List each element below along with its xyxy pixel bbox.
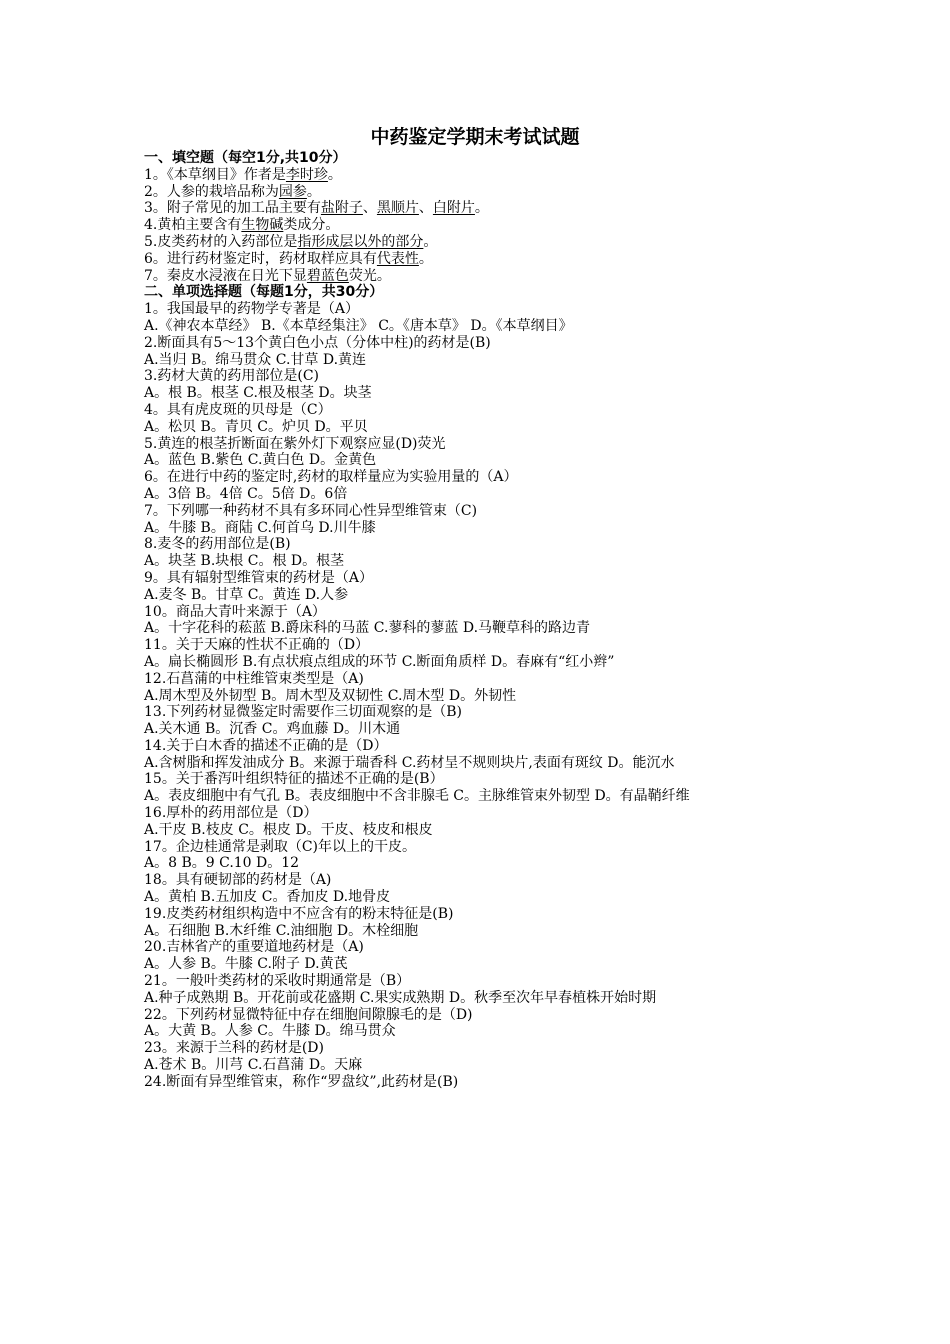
choice-question: 20.吉林省产的重要道地药材是（A) bbox=[144, 939, 364, 956]
choice-options: A。块茎 B.块根 C。根 D。根茎 bbox=[144, 553, 345, 570]
question-text: 2。人参的栽培品称为 bbox=[144, 183, 279, 200]
question-text: 、 bbox=[362, 200, 377, 217]
question-text: 。 bbox=[423, 233, 438, 250]
question-text: 1。《本草纲目》作者是 bbox=[144, 166, 286, 183]
choice-question: 15。关于番泻叶组织特征的描述不正确的是(B） bbox=[144, 771, 444, 788]
choice-options: A。石细胞 B.木纤维 C.油细胞 D。木栓细胞 bbox=[144, 922, 419, 939]
choice-question: 11。关于天麻的性状不正确的（D） bbox=[144, 637, 370, 654]
choice-options: A。人参 B。牛膝 C.附子 D.黄芪 bbox=[144, 956, 348, 973]
question-text: 、 bbox=[418, 200, 433, 217]
question-text: 荧光。 bbox=[348, 267, 391, 284]
answer-underlined: 碧蓝色 bbox=[306, 267, 349, 284]
answer-underlined: 代表性 bbox=[376, 250, 419, 267]
choice-question: 17。企边桂通常是剥取（C)年以上的干皮。 bbox=[144, 838, 416, 855]
choice-options: A.关木通 B。沉香 C。鸡血藤 D。川木通 bbox=[144, 721, 401, 738]
choice-question: 23。来源于兰科的药材是(D) bbox=[144, 1040, 324, 1057]
document-body bbox=[144, 150, 934, 1091]
question-text: 类成分。 bbox=[283, 217, 340, 234]
answer-underlined: 黑顺片 bbox=[376, 200, 419, 217]
choice-question: 24.断面有异型维管束，称作“罗盘纹”,此药材是(B) bbox=[144, 1073, 459, 1090]
choice-options: A.种子成熟期 B。开花前或花盛期 C.果实成熟期 D。秋季至次年早春植株开始时期 bbox=[144, 989, 657, 1006]
choice-options: A.周木型及外韧型 B。周木型及双韧性 C.周木型 D。外韧性 bbox=[144, 687, 517, 704]
choice-options: A。十字花科的菘蓝 B.爵床科的马蓝 C.蓼科的蓼蓝 D.马鞭草科的路边青 bbox=[144, 620, 591, 637]
answer-underlined: 指形成层以外的部分 bbox=[297, 233, 424, 250]
answer-underlined: 园参 bbox=[278, 183, 307, 200]
choice-options: A.苍术 B。川芎 C.石菖蒲 D。天麻 bbox=[144, 1057, 363, 1074]
fill-blank-question bbox=[144, 217, 934, 234]
answer-underlined: 盐附子 bbox=[320, 200, 363, 217]
question-text: 。 bbox=[418, 250, 433, 267]
choice-question: 13.下列药材显微鉴定时需要作三切面观察的是（B) bbox=[144, 704, 463, 721]
choice-question: 10。商品大青叶来源于（A） bbox=[144, 603, 326, 620]
question-text: 7。秦皮水浸液在日光下显 bbox=[144, 267, 307, 284]
fill-blank-question bbox=[144, 234, 934, 251]
choice-question: 14.关于白木香的描述不正确的是（D） bbox=[144, 737, 388, 754]
answer-underlined: 生物碱 bbox=[241, 217, 284, 234]
choice-question: 4。具有虎皮斑的贝母是（C） bbox=[144, 401, 332, 418]
choice-options: A。表皮细胞中有气孔 B。表皮细胞中不含非腺毛 C。主脉维管束外韧型 D。有晶鞘纤维 bbox=[144, 788, 690, 805]
choice-options: A.含树脂和挥发油成分 B。来源于瑞香科 C.药材呈不规则块片,表面有斑纹 D。能沉水 bbox=[144, 754, 675, 771]
question-text: 3。附子常见的加工品主要有 bbox=[144, 200, 321, 217]
choice-options: A.干皮 B.枝皮 C。根皮 D。干皮、枝皮和根皮 bbox=[144, 821, 433, 838]
fill-blank-question bbox=[144, 268, 934, 285]
choice-question: 19.皮类药材组织构造中不应含有的粉末特征是(B) bbox=[144, 905, 454, 922]
section-heading-fill-blank: 一、填空题（每空1分,共10分） bbox=[144, 150, 347, 166]
fill-blank-questions bbox=[144, 167, 934, 285]
choice-options: A。扁长椭圆形 B.有点状痕点组成的环节 C.断面角质样 D。春麻有“红小辫” bbox=[144, 653, 615, 670]
choice-question: 12.石菖蒲的中柱维管束类型是（A) bbox=[144, 670, 364, 687]
choice-options: A.麦冬 B。甘草 C。黄连 D.人参 bbox=[144, 586, 349, 603]
choice-options: A。3倍 B。4倍 C。5倍 D。6倍 bbox=[144, 485, 348, 502]
choice-question: 21。一般叶类药材的采收时期通常是（B） bbox=[144, 973, 411, 990]
single-choice-questions bbox=[144, 301, 934, 1090]
choice-options: A.当归 B。绵马贯众 C.甘草 D.黄连 bbox=[144, 351, 367, 368]
fill-blank-question bbox=[144, 200, 934, 217]
question-text: 。 bbox=[306, 183, 321, 200]
choice-question: 7。下列哪一种药材不具有多环同心性异型维管束（C) bbox=[144, 502, 478, 519]
choice-options: A。松贝 B。青贝 C。炉贝 D。平贝 bbox=[144, 418, 368, 435]
choice-options: A。黄柏 B.五加皮 C。香加皮 D.地骨皮 bbox=[144, 889, 391, 906]
choice-question: 5.黄连的根茎折断面在紫外灯下观察应显(D)荧光 bbox=[144, 435, 446, 452]
document-title: 中药鉴定学期末考试试题 bbox=[370, 126, 580, 148]
choice-options: A。大黄 B。人参 C。牛膝 D。绵马贯众 bbox=[144, 1023, 396, 1040]
choice-options: A。根 B。根茎 C.根及根茎 D。块茎 bbox=[144, 385, 372, 402]
choice-question: 6。在进行中药的鉴定时,药材的取样量应为实验用量的（A） bbox=[144, 469, 518, 486]
question-text: 。 bbox=[474, 200, 489, 217]
choice-question: 8.麦冬的药用部位是(B) bbox=[144, 536, 291, 553]
choice-question: 1。我国最早的药物学专著是（A） bbox=[144, 301, 360, 318]
question-text: 5.皮类药材的入药部位是 bbox=[144, 233, 298, 250]
choice-options: A。8 B。9 C.10 D。12 bbox=[144, 855, 300, 872]
question-text: 。 bbox=[327, 166, 342, 183]
choice-options: A。牛膝 B。商陆 C.何首乌 D.川牛膝 bbox=[144, 519, 376, 536]
fill-blank-question bbox=[144, 167, 934, 184]
section-heading-single-choice: 二、单项选择题（每题1分，共30分） bbox=[144, 284, 384, 301]
choice-question: 3.药材大黄的药用部位是(C) bbox=[144, 368, 319, 385]
fill-blank-question bbox=[144, 184, 934, 201]
question-text: 6。进行药材鉴定时，药材取样应具有 bbox=[144, 250, 377, 267]
answer-underlined: 白附片 bbox=[432, 200, 475, 217]
choice-options: A。蓝色 B.紫色 C.黄白色 D。金黄色 bbox=[144, 452, 377, 469]
choice-question: 2.断面具有5～13个黄白色小点（分体中柱)的药材是(B) bbox=[144, 334, 491, 351]
question-text: 4.黄柏主要含有 bbox=[144, 217, 242, 234]
answer-underlined: 李时珍 bbox=[285, 166, 328, 183]
choice-question: 16.厚朴的药用部位是（D） bbox=[144, 805, 318, 822]
choice-question: 9。具有辐射型维管束的药材是（A） bbox=[144, 569, 374, 586]
choice-question: 18。具有硬韧部的药材是（A) bbox=[144, 872, 332, 889]
choice-question: 22。下列药材显微特征中存在细胞间隙腺毛的是（D) bbox=[144, 1006, 473, 1023]
choice-options: A.《神农本草经》 B.《本草经集注》 C。《唐本草》 D。《本草纲目》 bbox=[144, 317, 573, 334]
fill-blank-question bbox=[144, 251, 934, 268]
